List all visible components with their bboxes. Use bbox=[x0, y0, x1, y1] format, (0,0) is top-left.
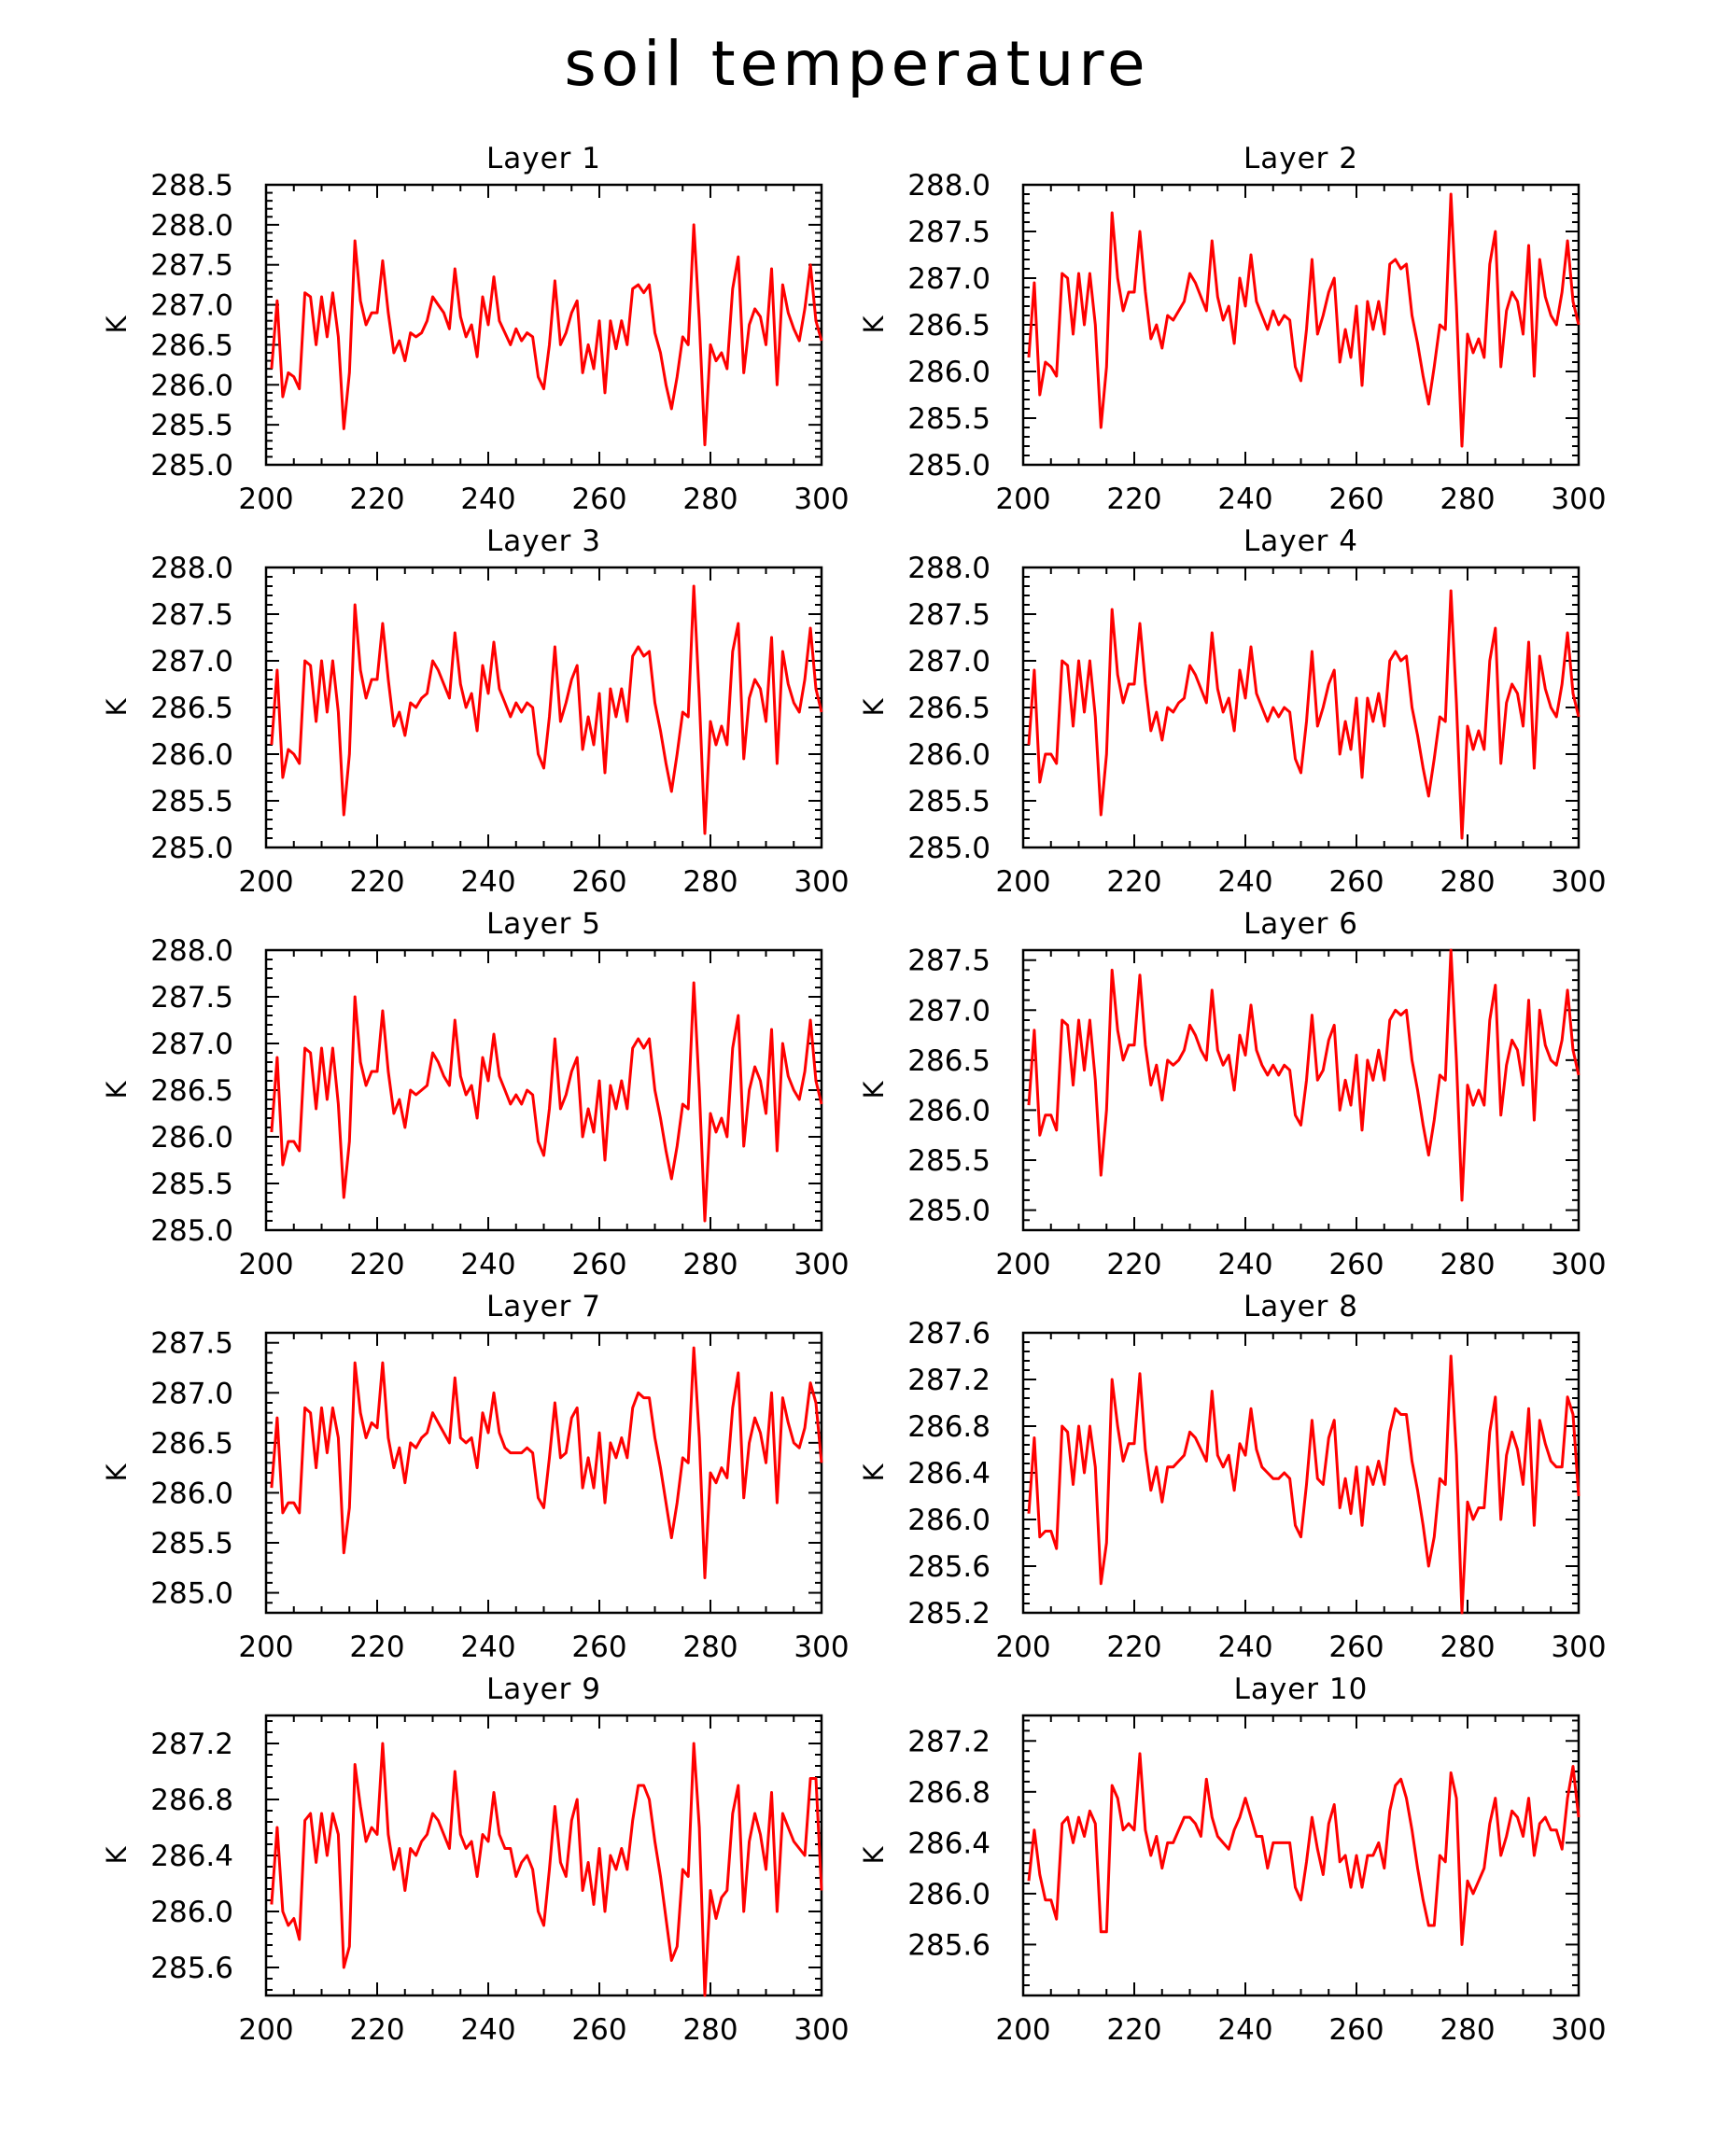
page-title: soil temperature bbox=[564, 28, 1150, 100]
x-tick-label: 200 bbox=[238, 483, 294, 516]
plot-frame bbox=[1023, 185, 1579, 465]
subplot-title: Layer 10 bbox=[1233, 1673, 1369, 1706]
y-tick-label: 287.5 bbox=[907, 216, 990, 249]
x-tick-label: 240 bbox=[1217, 1631, 1273, 1664]
x-tick-label: 200 bbox=[995, 1248, 1051, 1281]
x-tick-label: 240 bbox=[460, 2013, 516, 2047]
y-tick-label: 288.0 bbox=[150, 934, 233, 968]
y-tick-label: 285.2 bbox=[907, 1597, 990, 1631]
x-tick-label: 260 bbox=[571, 1248, 627, 1281]
y-tick-label: 286.0 bbox=[150, 369, 233, 403]
y-tick-label: 286.8 bbox=[907, 1775, 990, 1810]
y-tick-label: 287.2 bbox=[150, 1728, 233, 1761]
plot-frame bbox=[1023, 1333, 1579, 1613]
x-tick-label: 260 bbox=[1328, 1631, 1384, 1664]
y-tick-label: 287.5 bbox=[150, 598, 233, 632]
y-tick-label: 286.0 bbox=[150, 738, 233, 772]
y-tick-label: 288.0 bbox=[150, 208, 233, 243]
y-tick-label: 285.0 bbox=[150, 1576, 233, 1611]
x-tick-label: 280 bbox=[682, 2013, 738, 2047]
x-tick-label: 200 bbox=[238, 865, 294, 899]
x-tick-label: 260 bbox=[571, 1631, 627, 1664]
y-tick-label: 285.5 bbox=[150, 1527, 233, 1561]
x-tick-label: 220 bbox=[1106, 1631, 1162, 1664]
y-tick-label: 288.5 bbox=[150, 169, 233, 203]
x-tick-label: 280 bbox=[1440, 865, 1496, 899]
y-tick-label: 286.5 bbox=[907, 1043, 990, 1078]
y-tick-label: 287.6 bbox=[907, 1317, 990, 1351]
y-tick-label: 286.0 bbox=[150, 1896, 233, 1929]
subplot-title: Layer 6 bbox=[1243, 907, 1359, 941]
y-tick-label: 286.8 bbox=[150, 1784, 233, 1817]
y-tick-label: 286.0 bbox=[150, 1477, 233, 1511]
y-axis-label: K bbox=[858, 315, 890, 334]
subplot-title: Layer 8 bbox=[1243, 1290, 1359, 1323]
x-tick-label: 200 bbox=[238, 1248, 294, 1281]
y-tick-label: 286.5 bbox=[150, 692, 233, 725]
series-line bbox=[272, 586, 822, 833]
y-axis-label: K bbox=[858, 698, 890, 717]
x-tick-label: 220 bbox=[349, 865, 405, 899]
x-tick-label: 260 bbox=[571, 483, 627, 516]
x-tick-label: 220 bbox=[349, 1631, 405, 1664]
subplot-title: Layer 7 bbox=[485, 1290, 602, 1323]
y-tick-label: 287.5 bbox=[150, 248, 233, 283]
x-tick-label: 240 bbox=[1217, 1248, 1273, 1281]
series-line bbox=[1029, 950, 1579, 1200]
y-tick-label: 288.0 bbox=[907, 169, 990, 203]
y-tick-label: 287.0 bbox=[150, 645, 233, 679]
y-axis-label: K bbox=[858, 1081, 890, 1099]
y-tick-label: 287.0 bbox=[907, 994, 990, 1029]
x-tick-label: 260 bbox=[571, 865, 627, 899]
x-tick-label: 300 bbox=[794, 1631, 850, 1664]
x-tick-label: 260 bbox=[571, 2013, 627, 2047]
series-line bbox=[272, 1348, 822, 1577]
x-tick-label: 220 bbox=[349, 1248, 405, 1281]
x-tick-label: 280 bbox=[682, 1248, 738, 1281]
y-tick-label: 286.5 bbox=[150, 1074, 233, 1108]
x-tick-label: 300 bbox=[794, 865, 850, 899]
y-tick-label: 286.0 bbox=[907, 1504, 990, 1537]
y-tick-label: 287.0 bbox=[150, 288, 233, 323]
x-tick-label: 280 bbox=[1440, 1248, 1496, 1281]
x-tick-label: 220 bbox=[349, 483, 405, 516]
y-tick-label: 285.5 bbox=[907, 402, 990, 436]
x-tick-label: 300 bbox=[1551, 483, 1607, 516]
x-tick-label: 240 bbox=[1217, 865, 1273, 899]
y-axis-label: K bbox=[101, 1846, 133, 1865]
subplot-title: Layer 2 bbox=[1243, 142, 1359, 175]
x-tick-label: 200 bbox=[238, 2013, 294, 2047]
x-tick-label: 200 bbox=[995, 1631, 1051, 1664]
y-tick-label: 286.8 bbox=[907, 1410, 990, 1444]
subplot-title: Layer 1 bbox=[485, 142, 602, 175]
plot-frame bbox=[266, 567, 822, 847]
y-tick-label: 286.5 bbox=[150, 329, 233, 363]
y-tick-label: 287.5 bbox=[150, 981, 233, 1015]
y-tick-label: 286.5 bbox=[907, 692, 990, 725]
y-tick-label: 285.5 bbox=[150, 785, 233, 819]
y-tick-label: 285.0 bbox=[150, 449, 233, 483]
y-tick-label: 286.4 bbox=[150, 1840, 233, 1873]
series-line bbox=[272, 983, 822, 1221]
y-tick-label: 286.0 bbox=[907, 1094, 990, 1128]
x-tick-label: 200 bbox=[995, 2013, 1051, 2047]
x-tick-label: 280 bbox=[1440, 1631, 1496, 1664]
y-tick-label: 287.0 bbox=[150, 1377, 233, 1411]
series-line bbox=[1029, 194, 1579, 446]
x-tick-label: 200 bbox=[238, 1631, 294, 1664]
y-tick-label: 285.5 bbox=[150, 409, 233, 443]
x-tick-label: 240 bbox=[1217, 483, 1273, 516]
y-axis-label: K bbox=[101, 1463, 133, 1482]
y-tick-label: 285.0 bbox=[150, 832, 233, 865]
y-tick-label: 285.6 bbox=[907, 1928, 990, 1963]
y-tick-label: 286.0 bbox=[150, 1121, 233, 1155]
x-tick-label: 300 bbox=[1551, 1631, 1607, 1664]
y-axis-label: K bbox=[858, 1463, 890, 1482]
x-tick-label: 280 bbox=[682, 1631, 738, 1664]
x-tick-label: 220 bbox=[1106, 1248, 1162, 1281]
y-tick-label: 285.0 bbox=[907, 449, 990, 483]
x-tick-label: 240 bbox=[460, 483, 516, 516]
y-tick-label: 287.0 bbox=[150, 1028, 233, 1061]
y-tick-label: 285.5 bbox=[150, 1168, 233, 1201]
y-tick-label: 285.0 bbox=[150, 1214, 233, 1248]
y-axis-label: K bbox=[101, 1081, 133, 1099]
x-tick-label: 260 bbox=[1328, 865, 1384, 899]
x-tick-label: 300 bbox=[1551, 1248, 1607, 1281]
x-tick-label: 300 bbox=[794, 2013, 850, 2047]
series-line bbox=[1029, 1356, 1579, 1613]
y-tick-label: 285.5 bbox=[907, 785, 990, 819]
x-tick-label: 260 bbox=[1328, 483, 1384, 516]
x-tick-label: 300 bbox=[794, 483, 850, 516]
y-tick-label: 286.0 bbox=[907, 356, 990, 389]
x-tick-label: 240 bbox=[460, 1631, 516, 1664]
y-tick-label: 288.0 bbox=[907, 552, 990, 585]
subplot-title: Layer 9 bbox=[485, 1673, 602, 1706]
x-tick-label: 200 bbox=[995, 483, 1051, 516]
x-tick-label: 240 bbox=[460, 1248, 516, 1281]
y-tick-label: 285.5 bbox=[907, 1144, 990, 1178]
y-tick-label: 286.4 bbox=[907, 1457, 990, 1491]
x-tick-label: 220 bbox=[1106, 483, 1162, 516]
y-tick-label: 287.0 bbox=[907, 262, 990, 296]
plot-frame bbox=[266, 1715, 822, 1995]
y-tick-label: 285.0 bbox=[907, 832, 990, 865]
x-tick-label: 200 bbox=[995, 865, 1051, 899]
subplot-title: Layer 5 bbox=[485, 907, 602, 941]
y-tick-label: 288.0 bbox=[150, 552, 233, 585]
y-tick-label: 287.5 bbox=[150, 1326, 233, 1361]
x-tick-label: 280 bbox=[682, 483, 738, 516]
y-axis-label: K bbox=[858, 1846, 890, 1865]
x-tick-label: 280 bbox=[682, 865, 738, 899]
y-tick-label: 286.5 bbox=[150, 1426, 233, 1461]
y-tick-label: 287.2 bbox=[907, 1364, 990, 1397]
subplot-title: Layer 4 bbox=[1243, 525, 1359, 558]
y-tick-label: 287.5 bbox=[907, 944, 990, 978]
x-tick-label: 220 bbox=[349, 2013, 405, 2047]
x-tick-label: 280 bbox=[1440, 2013, 1496, 2047]
y-tick-label: 285.0 bbox=[907, 1194, 990, 1228]
y-tick-label: 287.0 bbox=[907, 645, 990, 679]
x-tick-label: 260 bbox=[1328, 2013, 1384, 2047]
x-tick-label: 240 bbox=[1217, 2013, 1273, 2047]
plot-frame bbox=[266, 185, 822, 465]
series-line bbox=[1029, 591, 1579, 838]
x-tick-label: 300 bbox=[1551, 865, 1607, 899]
series-line bbox=[272, 225, 822, 445]
series-line bbox=[1029, 1754, 1579, 1945]
x-tick-label: 280 bbox=[1440, 483, 1496, 516]
subplot-title: Layer 3 bbox=[485, 525, 602, 558]
plot-frame bbox=[266, 950, 822, 1230]
x-tick-label: 300 bbox=[794, 1248, 850, 1281]
y-tick-label: 287.2 bbox=[907, 1725, 990, 1759]
y-tick-label: 287.5 bbox=[907, 598, 990, 632]
y-tick-label: 285.6 bbox=[907, 1550, 990, 1584]
y-tick-label: 286.0 bbox=[907, 1877, 990, 1911]
plot-frame bbox=[1023, 1715, 1579, 1995]
x-tick-label: 300 bbox=[1551, 2013, 1607, 2047]
y-tick-label: 286.5 bbox=[907, 309, 990, 343]
x-tick-label: 240 bbox=[460, 865, 516, 899]
series-line bbox=[272, 1743, 822, 1995]
plot-frame bbox=[1023, 567, 1579, 847]
x-tick-label: 260 bbox=[1328, 1248, 1384, 1281]
x-tick-label: 220 bbox=[1106, 2013, 1162, 2047]
y-tick-label: 285.6 bbox=[150, 1952, 233, 1985]
x-tick-label: 220 bbox=[1106, 865, 1162, 899]
y-axis-label: K bbox=[101, 698, 133, 717]
y-axis-label: K bbox=[101, 315, 133, 334]
y-tick-label: 286.4 bbox=[907, 1827, 990, 1861]
y-tick-label: 286.0 bbox=[907, 738, 990, 772]
